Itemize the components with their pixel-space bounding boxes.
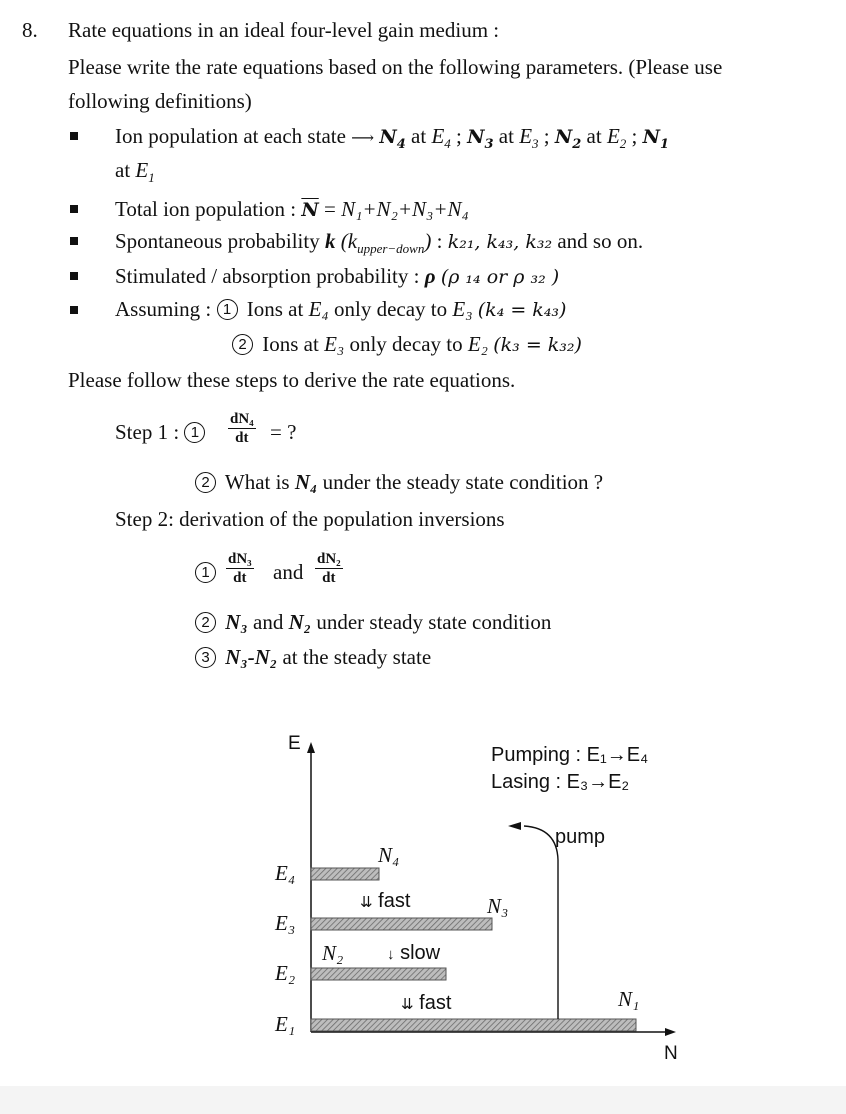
- bullet-icon: [70, 306, 78, 314]
- question-number: 8.: [22, 18, 38, 42]
- lasing-label: Lasing : E₃→E₂: [491, 771, 630, 793]
- step2-and: and: [273, 560, 304, 584]
- intro-line-2: following definitions): [68, 89, 252, 113]
- total-n-symbol: $\overline{N}$: [301, 199, 319, 221]
- circled-number-icon: 2: [195, 612, 216, 633]
- k-list: k₂₁, k₄₃, k₃₂: [447, 231, 553, 253]
- total-sum: N₁+N₂+N₃+N₄: [341, 197, 469, 221]
- double-down-arrow-icon: ⇊: [401, 996, 414, 1013]
- bullet-icon: [70, 237, 78, 245]
- transition-fast-lower: ⇊ fast: [401, 992, 452, 1014]
- pump-label: pump: [555, 826, 606, 848]
- rho-detail: (ρ ₁₄ or ρ ₃₂ ): [440, 266, 560, 288]
- level-bar-e4: [311, 868, 379, 880]
- separator: ;: [631, 124, 638, 148]
- axis-n-label: N: [664, 1043, 678, 1064]
- level-label-e1: E₁: [275, 1012, 296, 1036]
- population-label-n4: N₄: [378, 843, 400, 867]
- circled-number-icon: 2: [195, 472, 216, 493]
- step2-part1-num: [195, 560, 220, 584]
- bullet-icon: [70, 205, 78, 213]
- definition-total-population: Total ion population : $\overline{N} = N_1+N_2+N_3+N_4$: [115, 197, 469, 221]
- transition-fast-upper: ⇊ fast: [360, 890, 411, 912]
- definition-ion-population: [115, 124, 669, 157]
- at-text: at: [498, 124, 514, 148]
- step1-fraction: $\frac{\text{dN₄}}{dt}$: [230, 411, 254, 446]
- pumping-label: Pumping : E₁→E₄: [491, 744, 649, 766]
- definition-assuming-1: Assuming : 1 Ions at E₄ only decay to E₃ (k₄ = k₄₃): [115, 297, 567, 321]
- step1-label: Step 1 : 1: [115, 420, 209, 444]
- step2-part2: 2 N₃ and N₂ under steady state condition: [195, 610, 551, 634]
- follow-steps: Please follow these steps to derive the rate equations.: [68, 368, 516, 392]
- bullet-icon: [70, 272, 78, 280]
- n-axis-arrowhead-icon: [665, 1028, 676, 1036]
- step2-label: Step 2: derivation of the population inversions: [115, 507, 505, 531]
- level-bar-e3: [311, 918, 492, 930]
- pump-curve: [524, 826, 558, 1019]
- page-bottom-strip: [0, 1086, 846, 1114]
- definition-spontaneous: Spontaneous probability k $(k_{upper-down})$ : k₂₁, k₄₃, k₃₂ and so on.: [115, 229, 644, 257]
- population-label-n2: N₂: [322, 941, 344, 965]
- population-label-n3: N₃: [487, 894, 509, 918]
- n4-symbol: $N_4$: [379, 126, 406, 152]
- bullet-icon: [70, 132, 78, 140]
- circled-number-icon: 1: [217, 299, 238, 320]
- level-label-e4: E₄: [275, 861, 296, 885]
- level-label-e3: E₃: [275, 911, 296, 935]
- down-arrow-icon: ↓: [387, 946, 395, 963]
- level-label-e2: E₂: [275, 961, 296, 985]
- circled-number-icon: 1: [184, 422, 205, 443]
- separator: ;: [543, 124, 550, 148]
- e3-symbol: $E_3$: [519, 124, 539, 152]
- e2-symbol: $E_2$: [606, 124, 627, 152]
- n1-symbol: $N_1$: [642, 126, 670, 152]
- separator: ;: [456, 124, 462, 148]
- e4-symbol: $E_4$: [431, 124, 451, 152]
- n3-symbol: $N_3$: [467, 126, 494, 152]
- double-down-arrow-icon: ⇊: [360, 894, 373, 911]
- level-bar-e2: [311, 968, 446, 980]
- population-label-n1: N₁: [618, 987, 640, 1011]
- circled-number-icon: 3: [195, 647, 216, 668]
- k-symbol: k: [324, 229, 336, 253]
- right-arrow-icon: ⟶: [351, 130, 375, 147]
- rho-symbol: ρ: [424, 264, 436, 288]
- definition-assuming-2: 2 Ions at E₃ only decay to E₂ (k₃ = k₃₂): [232, 332, 582, 357]
- step2-fraction-b: $\frac{\text{dN₂}}{dt}$: [317, 551, 341, 586]
- step1-part2: 2 What is N₄ under the steady state condition ?: [195, 470, 603, 494]
- circled-number-icon: 2: [232, 334, 253, 355]
- pump-arrowhead-icon: [508, 822, 521, 830]
- transition-slow: ↓ slow: [387, 942, 441, 964]
- step2-fraction-a: $\frac{\text{dN₃}}{dt}$: [228, 551, 252, 586]
- at-text: at: [586, 124, 602, 148]
- level-bar-e1: [311, 1019, 636, 1031]
- n2-symbol: $N_2$: [554, 126, 582, 152]
- step2-part3: 3 N₃-N₂ at the steady state: [195, 645, 431, 669]
- axis-e-label: E: [288, 733, 301, 754]
- step1-question: = ?: [270, 420, 297, 444]
- intro-line-1: Please write the rate equations based on the following parameters. (Please use: [68, 55, 723, 79]
- definition-at-e1: at $E_1$: [115, 158, 155, 186]
- question-title: Rate equations in an ideal four-level gain medium :: [68, 18, 500, 42]
- circled-number-icon: 1: [195, 562, 216, 583]
- definition-stimulated: Stimulated / absorption probability : ρ (ρ ₁₄ or ρ ₃₂ ): [115, 264, 560, 288]
- e-axis-arrowhead-icon: [307, 742, 315, 753]
- at-text: at: [411, 124, 427, 148]
- ion-population-label: Ion population at each state: [115, 124, 346, 148]
